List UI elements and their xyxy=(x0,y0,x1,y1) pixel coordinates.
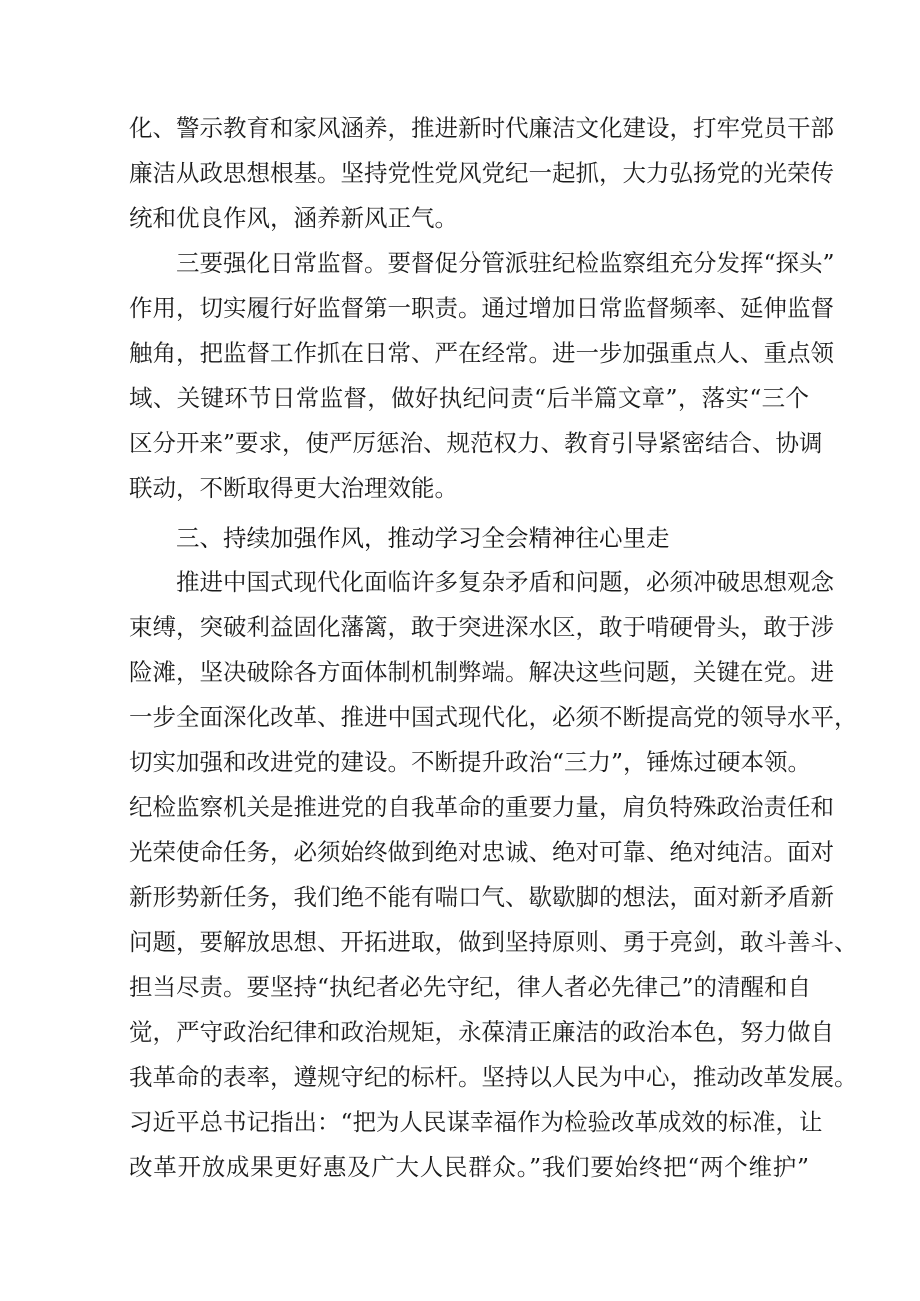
paragraph-line: 改革开放成果更好惠及广大人民群众。”我们要始终把“两个维护” xyxy=(129,1153,809,1181)
paragraph-line: 一步全面深化改革、推进中国式现代化，必须不断提高党的领导水平， xyxy=(129,703,858,731)
paragraph-line: 担当尽责。要坚持“执纪者必先守纪，律人者必先律己”的清醒和自 xyxy=(129,973,812,1001)
paragraph-line: 我革命的表率，遵规守纪的标杆。坚持以人民为中心，推动改革发展。 xyxy=(129,1063,858,1091)
paragraph-line: 化、警示教育和家风涵养，推进新时代廉洁文化建设，打牢党员干部 xyxy=(129,114,834,142)
paragraph-line: 切实加强和改进党的建设。不断提升政治“三力”，锤炼过硬本领。 xyxy=(129,748,812,776)
paragraph-line: 习近平总书记指出：“把为人民谋幸福作为检验改革成效的标准，让 xyxy=(129,1108,823,1136)
paragraph-line: 作用，切实履行好监督第一职责。通过增加日常监督频率、延伸监督 xyxy=(129,294,834,322)
paragraph-line: 新形势新任务，我们绝不能有喘口气、歇歇脚的想法，面对新矛盾新 xyxy=(129,883,834,911)
paragraph-line: 觉，严守政治纪律和政治规矩，永葆清正廉洁的政治本色，努力做自 xyxy=(129,1018,834,1046)
paragraph-line: 统和优良作风，涵养新风正气。 xyxy=(129,204,458,232)
paragraph-line: 触角，把监督工作抓在日常、严在经常。进一步加强重点人、重点领 xyxy=(129,339,834,367)
section-heading: 三、持续加强作风，推动学习全会精神往心里走 xyxy=(176,524,670,552)
paragraph-line: 纪检监察机关是推进党的自我革命的重要力量，肩负特殊政治责任和 xyxy=(129,793,834,821)
paragraph-line: 光荣使命任务，必须始终做到绝对忠诚、绝对可靠、绝对纯洁。面对 xyxy=(129,838,834,866)
paragraph-line: 问题，要解放思想、开拓进取，做到坚持原则、勇于亮剑，敢斗善斗、 xyxy=(129,928,858,956)
paragraph-line: 束缚，突破利益固化藩篱，敢于突进深水区，敢于啃硬骨头，敢于涉 xyxy=(129,613,834,641)
paragraph-line: 区分开来”要求，使严厉惩治、规范权力、教育引导紧密结合、协调 xyxy=(129,429,823,457)
paragraph-line: 险滩，坚决破除各方面体制机制弊端。解决这些问题，关键在党。进 xyxy=(129,658,834,686)
paragraph-line: 联动，不断取得更大治理效能。 xyxy=(129,474,458,502)
paragraph-line: 廉洁从政思想根基。坚持党性党风党纪一起抓，大力弘扬党的光荣传 xyxy=(129,159,834,187)
paragraph-line: 三要强化日常监督。要督促分管派驻纪检监察组充分发挥“探头” xyxy=(176,249,835,277)
paragraph-line: 推进中国式现代化面临许多复杂矛盾和问题，必须冲破思想观念 xyxy=(176,568,834,596)
paragraph-line: 域、关键环节日常监督，做好执纪问责“后半篇文章”，落实“三个 xyxy=(129,384,809,412)
